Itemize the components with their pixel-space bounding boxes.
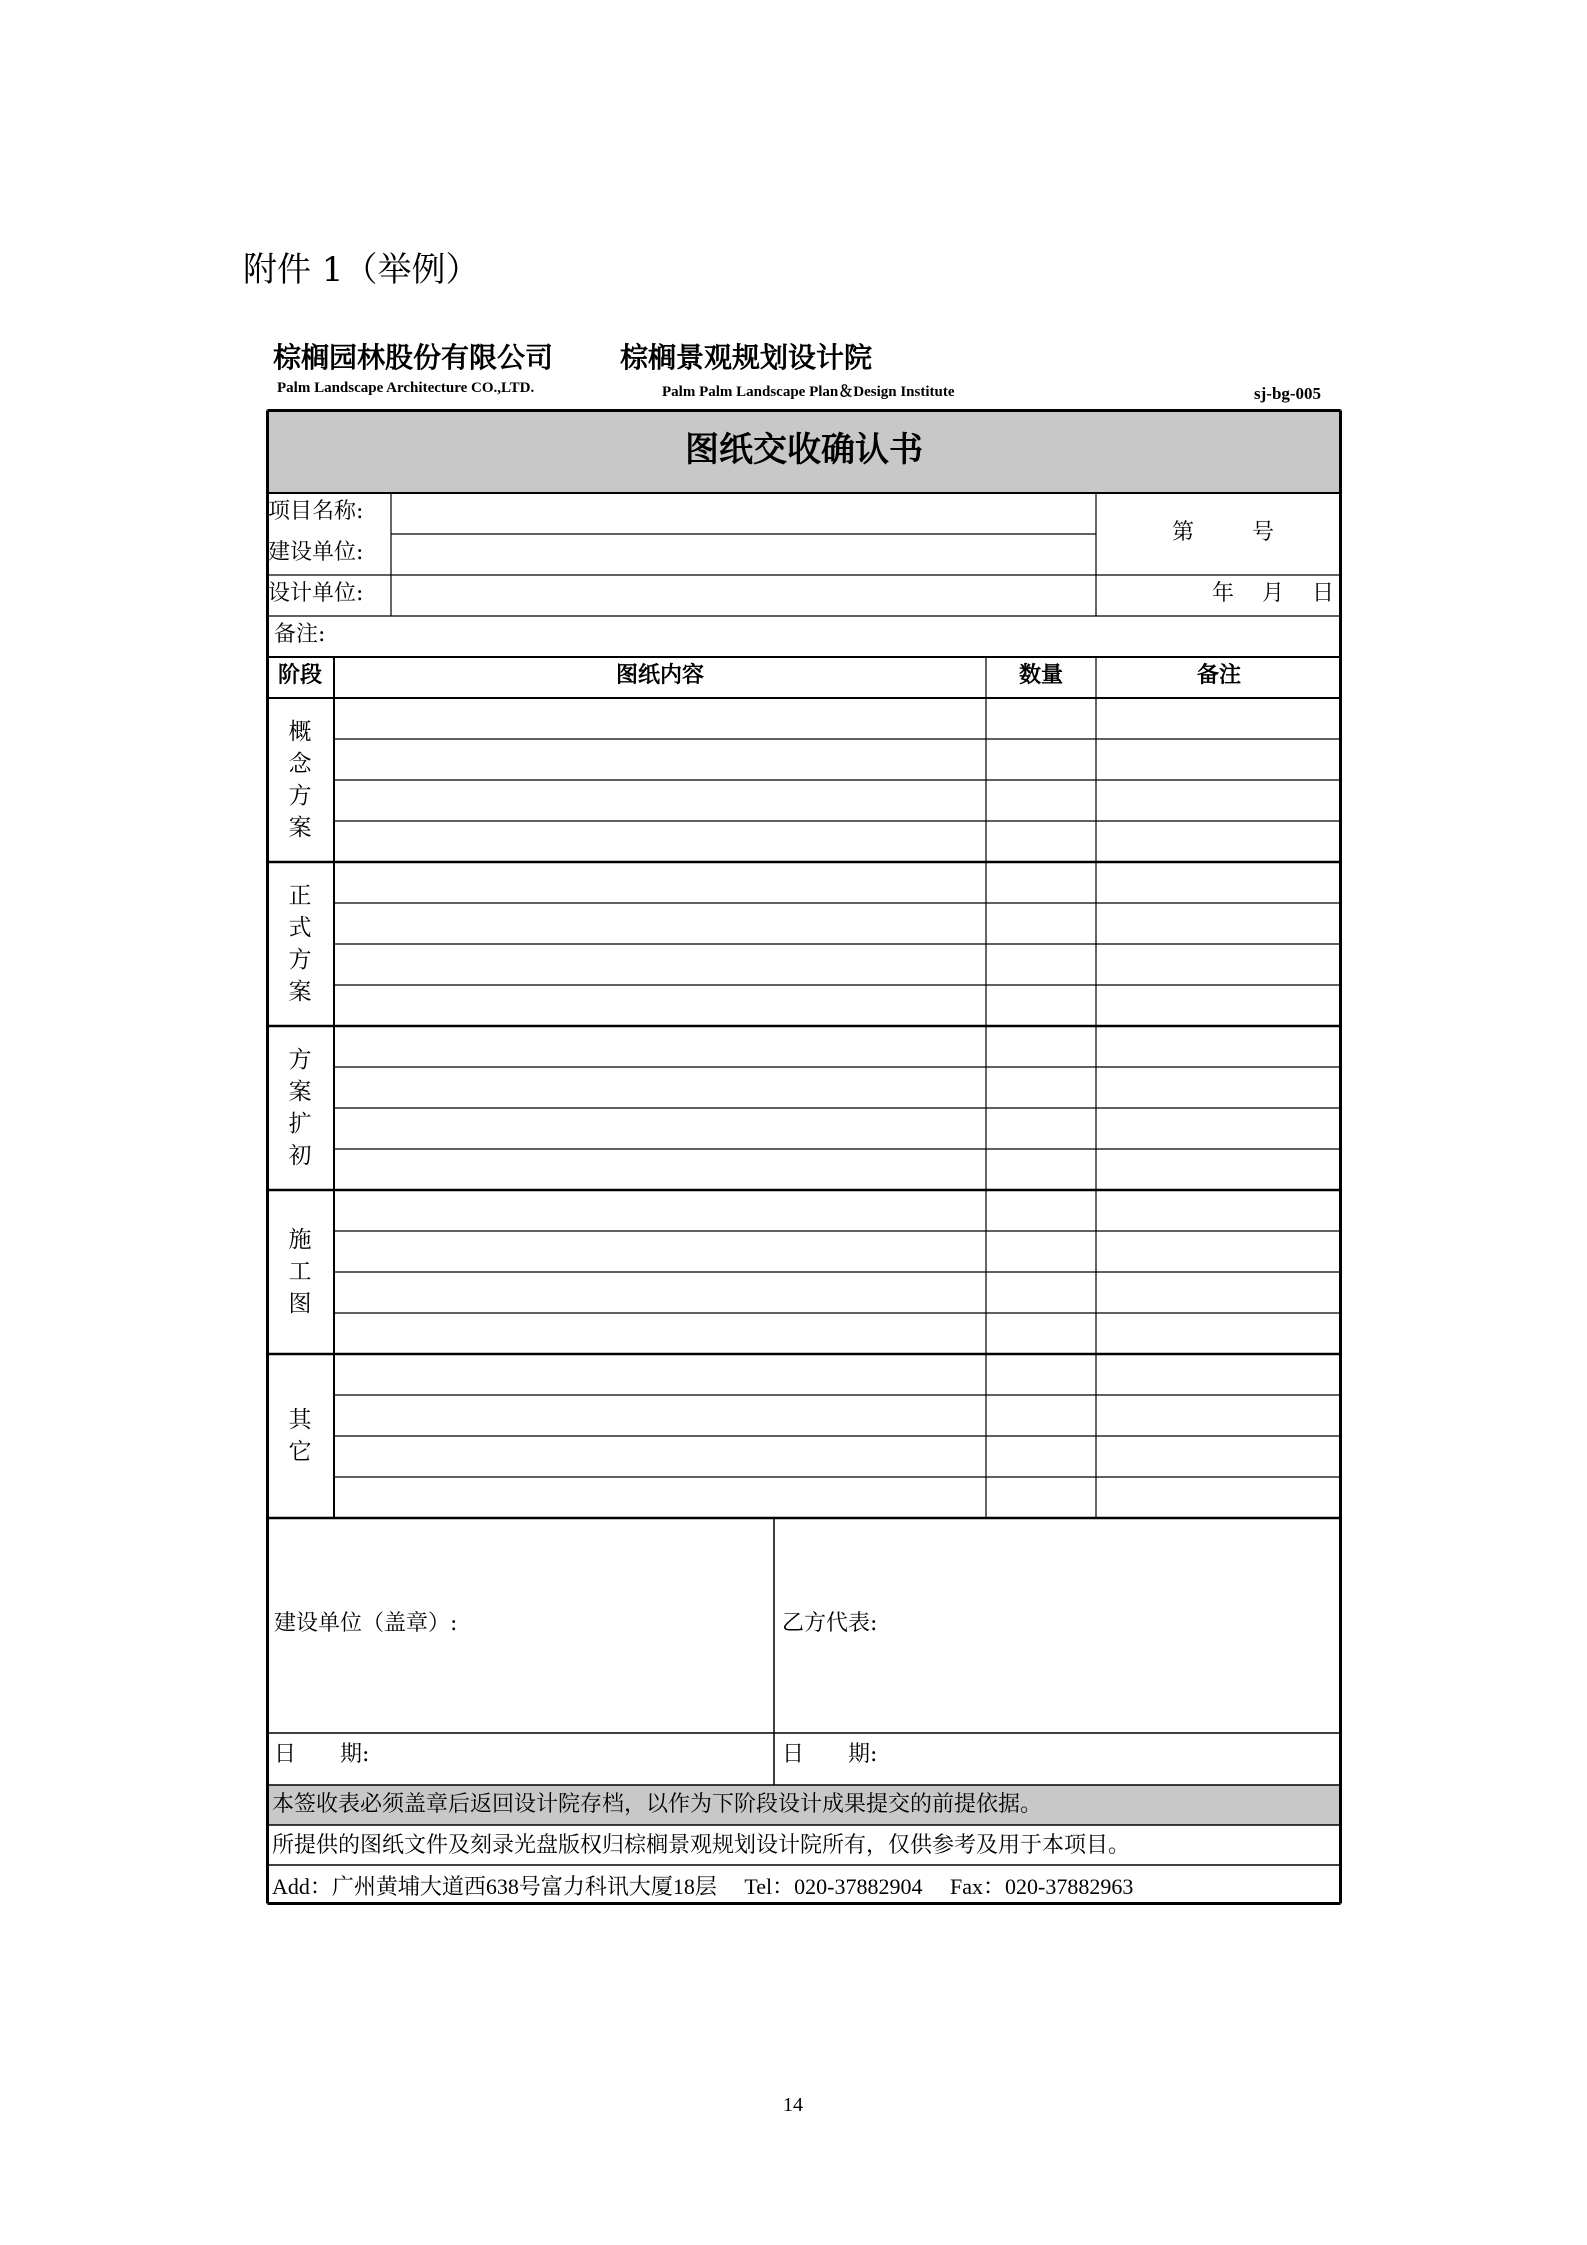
- stage-label-char: 案: [288, 979, 312, 1005]
- sign-party-b-label: 乙方代表:: [782, 1611, 878, 1636]
- stage-label: [268, 862, 332, 1026]
- stage-label-char: 其: [288, 1407, 312, 1433]
- stage-label: [268, 1354, 332, 1518]
- stage-label-char: 初: [288, 1143, 312, 1169]
- stage-label-char: 方: [288, 783, 312, 809]
- attachment-label: 附件 1（举例）: [243, 250, 480, 290]
- designer-label: 设计单位:: [268, 581, 364, 606]
- address-line: Add：广州黄埔大道西638号富力科讯大厦18层 Tel：020-37882904 Fax：020-37882963: [272, 1874, 1134, 1899]
- project-name-label: 项目名称:: [268, 499, 364, 524]
- serial-di: 第: [1172, 520, 1195, 545]
- stage-label-char: 案: [288, 815, 312, 841]
- stage-label-char: 方: [288, 1047, 312, 1073]
- date-month: 月: [1262, 581, 1285, 606]
- stage-label: [268, 1026, 332, 1190]
- stage-label: [268, 698, 332, 862]
- note-copyright: 所提供的图纸文件及刻录光盘版权归棕榈景观规划设计院所有，仅供参考及用于本项目。: [272, 1833, 1131, 1858]
- stage-label-char: 正: [288, 883, 312, 909]
- stage-label-char: 方: [288, 947, 312, 973]
- stage-label-char: 念: [288, 751, 312, 777]
- stage-label-char: 工: [288, 1259, 312, 1285]
- date-year: 年: [1212, 581, 1235, 606]
- date-label-party-b: 日 期:: [782, 1742, 878, 1767]
- institute-name-en: Palm Palm Landscape Plan＆Design Institute: [662, 384, 955, 400]
- client-label: 建设单位:: [268, 540, 364, 565]
- stage-label-char: 扩: [288, 1111, 312, 1137]
- company-name-cn: 棕榈园林股份有限公司: [273, 341, 554, 374]
- stage-label-char: 图: [288, 1291, 312, 1317]
- stage-label-char: 它: [288, 1439, 312, 1465]
- stage-label: [268, 1190, 332, 1354]
- serial-hao: 号: [1252, 520, 1275, 545]
- date-label-client: 日 期:: [274, 1742, 370, 1767]
- column-content: 图纸内容: [615, 663, 704, 688]
- stage-label-char: 概: [288, 719, 312, 745]
- confirmation-form: [266, 409, 1342, 1905]
- column-notes: 备注: [1196, 663, 1241, 688]
- column-stage: 阶段: [277, 663, 322, 688]
- stage-label-char: 案: [288, 1079, 312, 1105]
- date-day: 日: [1312, 581, 1335, 606]
- remarks-label: 备注:: [274, 622, 326, 647]
- sign-client-label: 建设单位（盖章）:: [274, 1611, 458, 1636]
- stage-label-char: 施: [288, 1227, 312, 1253]
- stage-label-char: 式: [288, 915, 312, 941]
- company-name-en: Palm Landscape Architecture CO.,LTD.: [277, 380, 535, 396]
- note-return: 本签收表必须盖章后返回设计院存档，以作为下阶段设计成果提交的前提依据。: [272, 1792, 1043, 1817]
- page-number: 14: [783, 2094, 803, 2116]
- form-title: 图纸交收确认书: [685, 430, 923, 470]
- document-code: sj-bg-005: [1254, 384, 1322, 403]
- column-quantity: 数量: [1018, 663, 1063, 688]
- institute-name-cn: 棕榈景观规划设计院: [620, 341, 873, 374]
- form-grid: [266, 409, 1342, 1905]
